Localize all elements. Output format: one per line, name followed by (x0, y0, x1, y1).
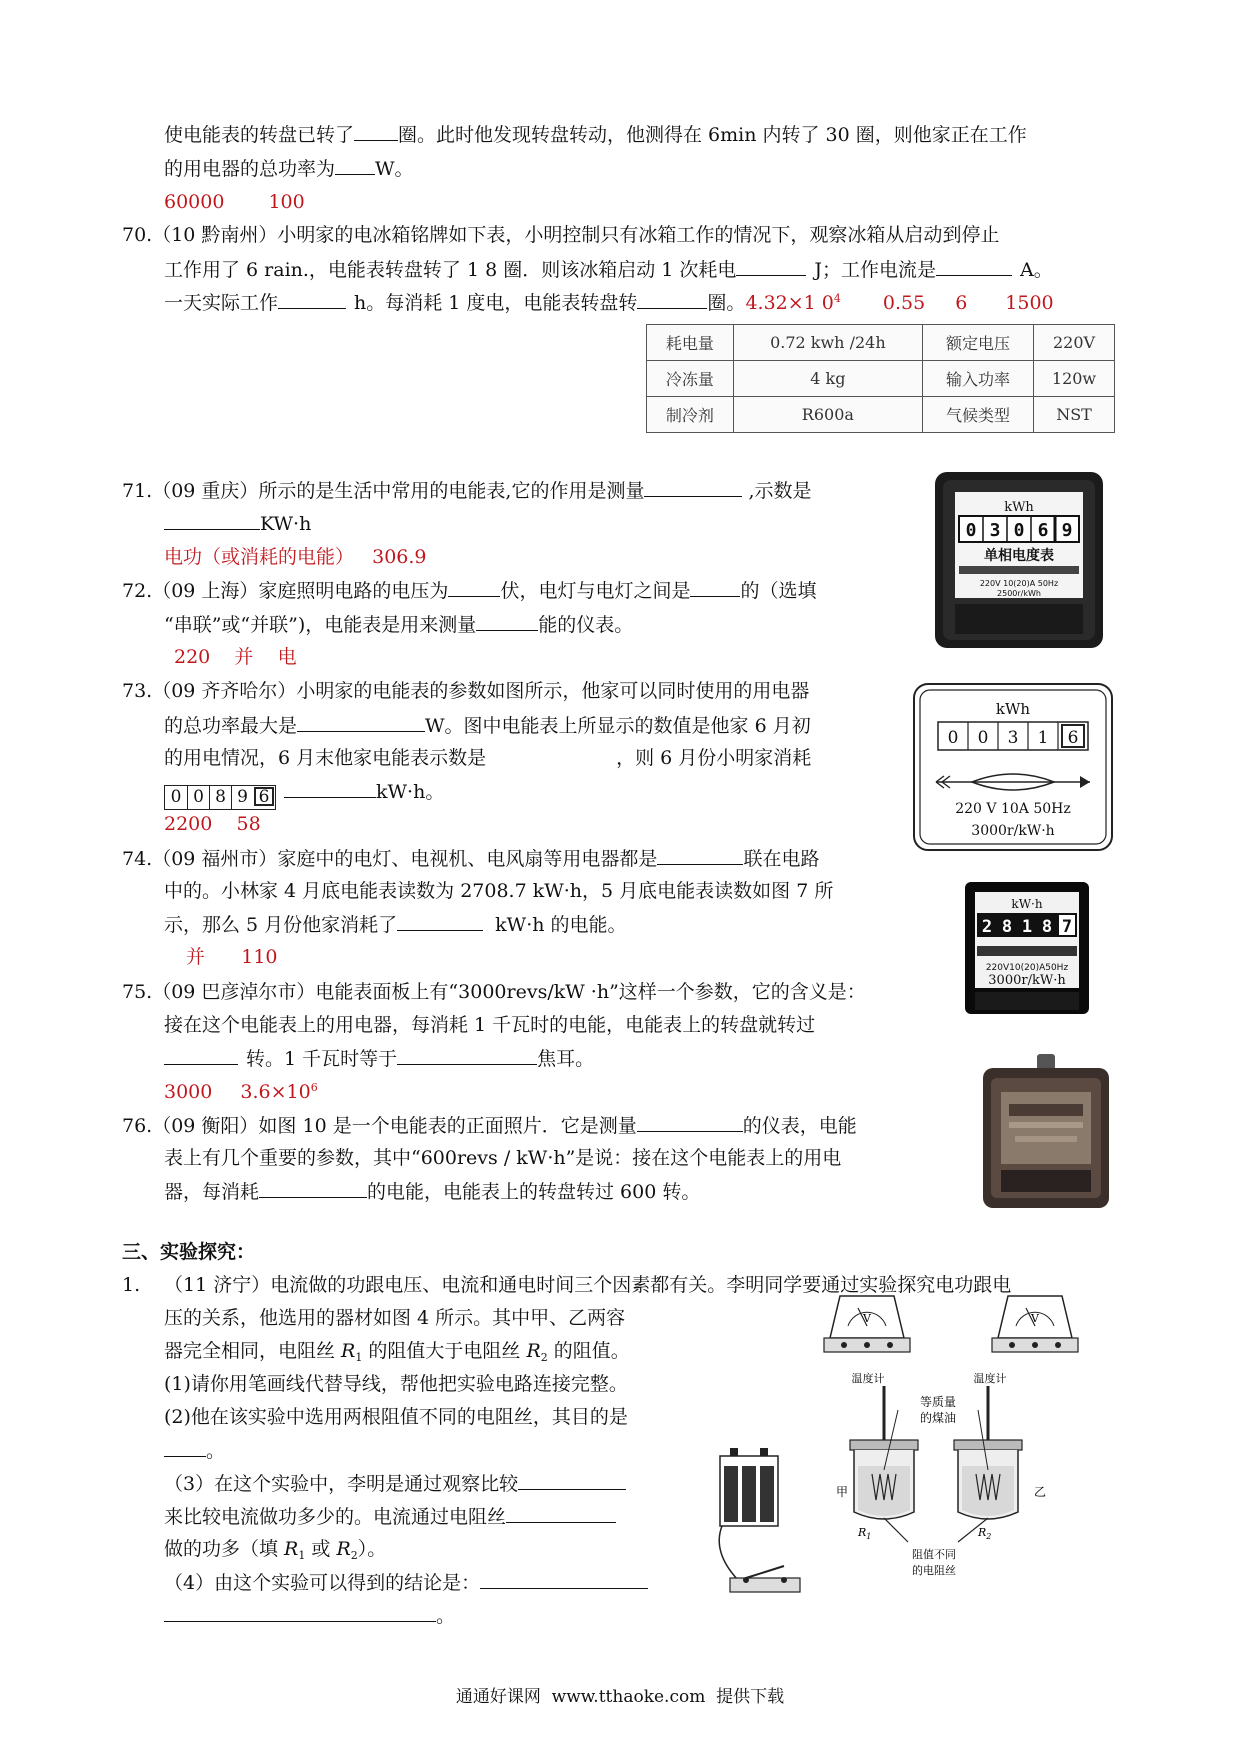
table-cell: 耗电量 (647, 325, 734, 361)
meter-digit: 8 (1041, 917, 1053, 937)
answer-blank[interactable] (448, 578, 500, 597)
voltmeter-label: V (863, 1312, 871, 1325)
exp-part-4 (164, 1570, 648, 1595)
oil-label: 等质量 (919, 1395, 957, 1409)
container-yi (954, 1440, 1022, 1519)
experiment-apparatus-figure (708, 1290, 1088, 1600)
answer-blank[interactable] (397, 912, 483, 931)
q71-answer: 电功（或消耗的电能） 306.9 (164, 546, 427, 568)
text: 焦耳。 (537, 1048, 595, 1070)
q76-line-2: 表上有几个重要的参数，其中“600revs / kW·h”是说：接在这个电能表上的用电 (164, 1147, 842, 1169)
q72-line-1 (122, 578, 816, 603)
q73-line-1 (122, 679, 809, 703)
meter-digit: 2 (981, 917, 993, 937)
q75-line-3 (164, 1046, 594, 1071)
meter-digit: 0 (947, 728, 959, 748)
meter-digit: 9 (1061, 520, 1073, 541)
table-cell: 4 kg (733, 361, 922, 397)
answer-blank[interactable] (335, 156, 375, 175)
answer-text: $3.6\times 10^6$ (240, 1081, 318, 1103)
answer-blank[interactable] (164, 1603, 436, 1622)
meter-digit: 7 (1061, 917, 1073, 937)
meter-digit: 6 (1037, 520, 1049, 541)
text: 联在电路 (743, 848, 820, 870)
exp-part-3 (164, 1471, 626, 1496)
answer-blank[interactable] (164, 1438, 206, 1457)
answer-blank[interactable] (690, 578, 740, 597)
text: （09 上海）家庭照明电路的电压为 (152, 580, 449, 602)
q73-answer: 2200 58 (164, 813, 261, 835)
answer-blank[interactable] (164, 1046, 238, 1065)
text: （09 衡阳）如图 10 是一个电能表的正面照片．它是测量 (152, 1115, 637, 1137)
q76-meter-photo (975, 1052, 1115, 1212)
meter-label: 单相电度表 (984, 548, 1054, 564)
text: 能的仪表。 (538, 614, 634, 636)
text: 的仪表，电能 (742, 1115, 857, 1137)
text: 器完全相同，电阻丝 (164, 1340, 342, 1362)
resistor-label: $R_2$ (978, 1526, 992, 1541)
question-number: 70. (122, 224, 153, 246)
meter-digit: 3 (989, 520, 1001, 541)
text: KW·h (260, 513, 312, 535)
text: 转。1 千瓦时等于 (246, 1048, 398, 1070)
text: ，则 6 月份小明家消耗 (616, 747, 812, 769)
reading-digit: 0 (187, 786, 209, 809)
exp-part-2: (2)他在该实验中选用两根阻值不同的电阻丝，其目的是 (164, 1406, 628, 1428)
meter-spec: 3000r/kW·h (988, 973, 1066, 988)
text: J；工作电流是 (814, 259, 937, 281)
meter-digit: 3 (1007, 728, 1019, 748)
meter-digit: 0 (1013, 520, 1025, 541)
text: R (336, 1538, 351, 1560)
reading-digit: 6 (254, 787, 274, 806)
question-number: 74. (122, 848, 153, 870)
voltmeter-1 (824, 1296, 910, 1352)
table-row (647, 397, 1115, 433)
answer-text: 0.55 (882, 292, 926, 314)
q73-line-3 (164, 746, 811, 770)
meter-reading-box (164, 785, 276, 810)
table-cell: 气候类型 (923, 397, 1034, 433)
table-row (647, 325, 1115, 361)
answer-text: 1500 (1005, 292, 1054, 314)
text: 的电能，电能表上的转盘转过 600 转。 (367, 1181, 701, 1203)
text: R (341, 1340, 356, 1362)
answer-blank[interactable] (657, 846, 743, 865)
answer-text: 3000 (164, 1081, 213, 1103)
q70-line-3 (164, 290, 1054, 315)
table-cell: 制冷剂 (647, 397, 734, 433)
container-label: 乙 (1034, 1485, 1047, 1499)
answer-blank[interactable] (518, 1471, 626, 1490)
exp-line-3: 器完全相同，电阻丝 $R_1$ 的阻值大于电阻丝 $R_2$ 的阻值。 (164, 1340, 630, 1364)
q74-line-1 (122, 846, 819, 871)
question-number: 75. (122, 981, 153, 1003)
answer-blank[interactable] (297, 713, 425, 732)
question-number: 71. (122, 480, 153, 502)
question-number: 76. (122, 1115, 153, 1137)
q70-line-2 (164, 257, 1053, 282)
text: （3）在这个实验中，李明是通过观察比较 (164, 1473, 519, 1495)
thermometer-label: 温度计 (973, 1372, 1007, 1385)
exp-part-1: (1)请你用笔画线代替导线，帮他把实验电路连接完整。 (164, 1373, 628, 1395)
text: 或 (305, 1538, 337, 1560)
answer-blank[interactable] (644, 478, 742, 497)
meter-spec: 3000r/kW·h (971, 823, 1055, 839)
q73-line-4 (164, 779, 444, 810)
text: A。 (1020, 259, 1053, 281)
text: 做的功多（填 (164, 1538, 285, 1560)
text: 伏，电灯与电灯之间是 (500, 580, 691, 602)
meter-digit: 6 (1067, 728, 1079, 748)
q73-meter-diagram (912, 682, 1114, 852)
answer-blank[interactable] (259, 1179, 367, 1198)
text: 的（选填 (740, 580, 817, 602)
question-number: 73. (122, 680, 153, 702)
q71-line-1 (122, 478, 812, 503)
reading-digit: 0 (170, 787, 182, 807)
text: 一天实际工作 (164, 292, 279, 314)
meter-digit: 0 (977, 728, 989, 748)
meter-unit: kWh (1004, 500, 1034, 515)
battery-pack (720, 1448, 778, 1526)
text: R (284, 1538, 299, 1560)
text: ,示数是 (748, 480, 812, 502)
table-cell: 120w (1034, 361, 1115, 397)
voltmeter-label: V (1031, 1312, 1039, 1325)
thermometer-label: 温度计 (851, 1372, 885, 1385)
voltmeter-2 (992, 1296, 1078, 1352)
q72-line-2 (164, 612, 633, 637)
exp-part-3-line-2 (164, 1504, 616, 1529)
reading-digit: 9 (231, 786, 253, 809)
text: 圈。 (707, 292, 746, 314)
meter-unit: kWh (995, 700, 1031, 718)
top-answer (164, 190, 305, 214)
table-row (647, 361, 1115, 397)
table-cell: R600a (733, 397, 922, 433)
meter-spec: 220V10(20)A50Hz (985, 963, 1069, 973)
q74-meter-photo (963, 880, 1091, 1016)
q75-answer (164, 1080, 318, 1104)
exp-part-2-blank-line (164, 1438, 225, 1463)
text: kW·h。 (376, 781, 445, 803)
table-cell: 输入功率 (923, 361, 1034, 397)
q76-line-3 (164, 1179, 700, 1204)
text: 的用电器的总功率为 (164, 158, 336, 180)
answer-text: 6 (955, 292, 968, 314)
answer-blank[interactable] (480, 1570, 648, 1589)
section-heading: 三、实验探究： (122, 1241, 256, 1263)
q74-line-2: 中的。小林家 4 月底电能表读数为 2708.7 kW·h，5 月底电能表读数如图 7 所 (164, 880, 834, 902)
text: 。 (436, 1605, 456, 1627)
answer-text: 100 (268, 191, 305, 213)
text: 的阻值。 (547, 1340, 630, 1362)
answer-blank[interactable] (637, 1113, 743, 1132)
text: kW·h 的电能。 (495, 914, 627, 936)
text: W。 (375, 158, 414, 180)
fridge-nameplate-table (646, 324, 1115, 433)
answer-blank[interactable] (476, 612, 538, 631)
meter-spec: 2500r/kWh (997, 589, 1041, 598)
oil-label: 的煤油 (919, 1411, 957, 1425)
text: 工作用了 6 rain.，电能表转盘转了 1 8 圈．则该冰箱启动 1 次耗电 (164, 259, 737, 281)
meter-spec: 220 V 10A 50Hz (955, 801, 1071, 817)
text: （11 济宁）电流做的功跟电压、电流和通电时间三个因素都有关。李明同学要通过实验探究电功跟电 (164, 1274, 1012, 1296)
text: 示，那么 5 月份他家消耗了 (164, 914, 398, 936)
answer-text: 60000 (164, 191, 225, 213)
switch (730, 1566, 800, 1592)
text: 器，每消耗 (164, 1181, 260, 1203)
q73-line-2 (164, 713, 811, 738)
text: ）。 (357, 1538, 387, 1560)
q71-line-2 (164, 511, 311, 536)
text: （09 重庆）所示的是生活中常用的电能表,它的作用是测量 (152, 480, 645, 502)
table-cell: 0.72 kwh /24h (733, 325, 922, 361)
resistor-label: $R_1$ (858, 1526, 872, 1541)
text: W。图中电能表上所显示的数值是他家 6 月初 (425, 715, 811, 737)
q74-answer: 并 110 (186, 946, 278, 968)
answer-blank[interactable] (736, 257, 806, 276)
resistor-note: 的电阻丝 (912, 1564, 956, 1577)
text: （09 福州市）家庭中的电灯、电视机、电风扇等用电器都是 (152, 848, 658, 870)
text: 来比较电流做功多少的。电流通过电阻丝 (164, 1506, 507, 1528)
answer-blank[interactable] (936, 257, 1012, 276)
answer-blank[interactable] (637, 290, 707, 309)
text: 。 (206, 1440, 226, 1462)
reading-digit: 8 (209, 786, 231, 809)
container-label: 甲 (836, 1485, 849, 1499)
text: （4）由这个实验可以得到的结论是： (164, 1572, 481, 1594)
text: （09 齐齐哈尔）小明家的电能表的参数如图所示，他家可以同时使用的用电器 (152, 680, 810, 702)
meter-digit: 1 (1037, 728, 1049, 748)
page-footer: 通通好课网 www.tthaoke.com 提供下载 (455, 1687, 785, 1707)
q71-meter-photo (933, 470, 1105, 650)
text: “串联”或“并联”)，电能表是用来测量 (164, 614, 477, 636)
meter-unit: kW·h (1011, 897, 1043, 911)
q75-line-1 (122, 980, 866, 1004)
meter-digit: 0 (965, 520, 977, 541)
meter-digit: 1 (1021, 917, 1033, 937)
table-cell: 冷冻量 (647, 361, 734, 397)
text: （09 巴彦淖尔市）电能表面板上有“3000revs/kW ·h”这样一个参数，它的含义是： (152, 981, 866, 1003)
table-cell: 额定电压 (923, 325, 1034, 361)
text: R (526, 1340, 541, 1362)
q72-answer: 220 并 电 (174, 646, 297, 668)
answer-blank[interactable] (284, 779, 376, 798)
q74-line-3 (164, 912, 627, 937)
table-cell: 220V (1034, 325, 1115, 361)
answer-blank[interactable] (506, 1504, 616, 1523)
q76-line-1 (122, 1113, 857, 1138)
text: 的总功率最大是 (164, 715, 298, 737)
text: 使电能表的转盘已转了 (164, 124, 355, 146)
text: h。每消耗 1 度电，电能表转盘转 (354, 292, 638, 314)
resistor-note: 阻值不同 (912, 1548, 956, 1561)
q70-line-1 (122, 223, 999, 247)
meter-digit: 8 (1001, 917, 1013, 937)
text: 圈。此时他发现转盘转动，他测得在 6min 内转了 30 圈，则他家正在工作 (398, 124, 1027, 146)
answer-blank[interactable] (278, 290, 346, 309)
exp-part-3-line-3: 做的功多（填 $R_1$ 或 $R_2$）。 (164, 1538, 387, 1562)
top-line-1 (164, 122, 1027, 147)
answer-blank[interactable] (164, 511, 260, 530)
container-jia (850, 1440, 918, 1519)
text: 的用电情况，6 月末他家电能表示数是 (164, 747, 487, 769)
question-number: 72. (122, 580, 153, 602)
q75-line-2: 接在这个电能表上的用电器，每消耗 1 千瓦时的电能，电能表上的转盘就转过 (164, 1014, 816, 1036)
table-cell: NST (1034, 397, 1115, 433)
text: （10 黔南州）小明家的电冰箱铭牌如下表，小明控制只有冰箱工作的情况下，观察冰箱从启动到停止 (152, 224, 1000, 246)
text: 的阻值大于电阻丝 (362, 1340, 527, 1362)
question-number: 1. (122, 1274, 141, 1296)
meter-spec: 220V 10(20)A 50Hz (979, 579, 1059, 588)
answer-blank[interactable] (397, 1046, 537, 1065)
exp-part-4-line-2 (164, 1603, 455, 1628)
top-line-2 (164, 156, 414, 181)
answer-blank[interactable] (354, 122, 398, 141)
answer-text: 4.32×1 $0^4$ (745, 292, 841, 314)
exp-line-2: 压的关系，他选用的器材如图 4 所示。其中甲、乙两容 (164, 1307, 626, 1329)
